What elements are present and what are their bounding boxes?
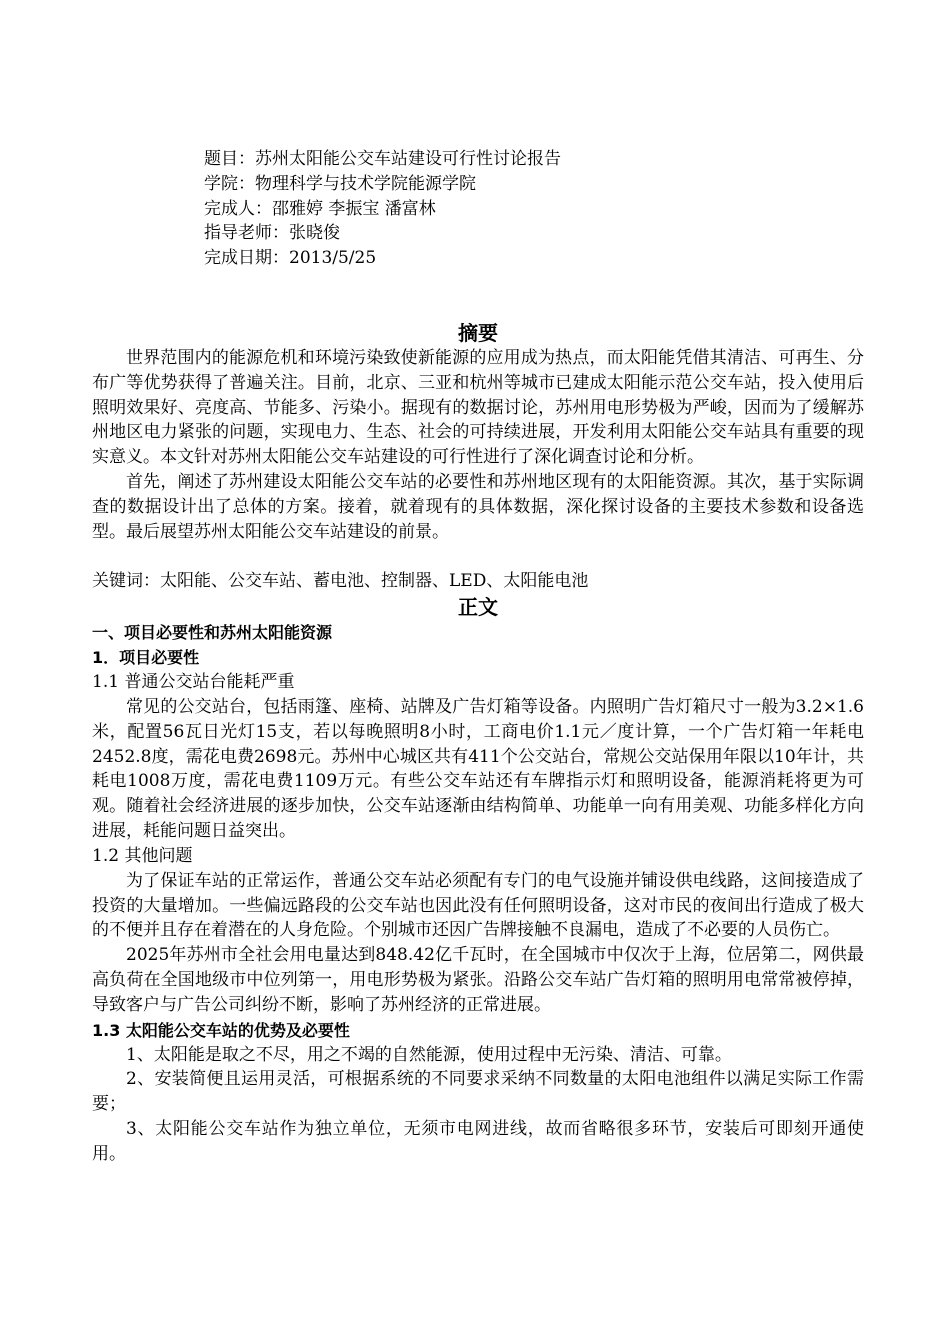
keywords: 关键词：太阳能、公交车站、蓄电池、控制器、LED、太阳能电池 (92, 571, 589, 592)
paragraph-1-2b: 2025年苏州市全社会用电量达到848.42亿千瓦时，在全国城市中仅次于上海，位居第二，网供最高负荷在全国地级市中位列第一，用电形势极为紧张。沿路公交车站广告灯箱的照明用电常常被停掉，导致客户与广告公司纠纷不断，影响了苏州经济的正常进展。 (92, 945, 864, 1015)
subsection-heading-1-2: 1.2 其他问题 (92, 845, 193, 866)
body-title: 正文 (458, 594, 498, 619)
report-info-block (204, 147, 844, 271)
abstract-paragraph-1: 世界范围内的能源危机和环境污染致使新能源的应用成为热点，而太阳能凭借其清洁、可再生、分布广等优势获得了普遍关注。目前，北京、三亚和杭州等城市已建成太阳能示范公交车站，投入使用后照明效果好、亮度高、节能多、污染小。据现有的数据讨论，苏州用电形势极为严峻，因而为了缓解苏州地区电力紧张的问题，实现电力、生态、社会的可持续进展，开发利用太阳能公交车站具有重要的现实意义。本文针对苏州太阳能公交车站建设的可行性进行了深化调查讨论和分析。 (92, 348, 864, 468)
list-item-3: 3、太阳能公交车站作为独立单位，无须市电网进线，故而省略很多环节，安装后可即刻开通使用。 (92, 1118, 864, 1164)
list-item-2: 2、安装简便且运用灵活，可根据系统的不同要求采纳不同数量的太阳电池组件以满足实际工作需要； (92, 1069, 864, 1115)
subsection-heading-1: 1．项目必要性 (92, 647, 200, 667)
subsection-heading-1-3: 1.3 太阳能公交车站的优势及必要性 (92, 1020, 350, 1040)
report-college: 学院：物理科学与技术学院能源学院 (204, 173, 476, 194)
abstract-paragraph-2: 首先，阐述了苏州建设太阳能公交车站的必要性和苏州地区现有的太阳能资源。其次，基于实际调查的数据设计出了总体的方案。接着，就着现有的具体数据，深化探讨设备的主要技术参数和设备选型。最后展望苏州太阳能公交车站建设的前景。 (92, 471, 864, 542)
paragraph-1-2a: 为了保证车站的正常运作，普通公交车站必须配有专门的电气设施并铺设供电线路，这间接造成了投资的大量增加。一些偏远路段的公交车站也因此没有任何照明设备，这对市民的夜间出行造成了极大的不便并且存在着潜在的人身危险。个别城市还因广告牌接触不良漏电，造成了不必要的人员伤亡。 (92, 870, 864, 941)
paragraph-1-1: 常见的公交站台，包括雨篷、座椅、站牌及广告灯箱等设备。内照明广告灯箱尺寸一般为3.2×1.6米，配置56瓦日光灯15支，若以每晚照明8小时，工商电价1.1元／度计算，一个广告灯箱一年耗电2452.8度，需花电费2698元。苏州中心城区共有411个公交站台，常规公交站保用年限以10年计，共耗电1008万度，需花电费1109万元。有些公交车站还有车牌指示灯和照明设备，能源消耗将更为可观。随着社会经济进展的逐步加快，公交车站逐渐由结构简单、功能单一向有用美观、功能多样化方向进展，耗能问题日益突出。 (92, 696, 864, 841)
list-item-1: 1、太阳能是取之不尽，用之不竭的自然能源，使用过程中无污染、清洁、可靠。 (126, 1044, 732, 1065)
report-date: 完成日期：2013/5/25 (204, 248, 377, 269)
spacer (92, 544, 864, 569)
abstract-title: 摘要 (458, 321, 498, 345)
section-heading-1: 一、项目必要性和苏州太阳能资源 (92, 622, 333, 642)
report-authors: 完成人：邵雅婷 李振宝 潘富林 (204, 198, 436, 219)
document-content (92, 320, 864, 1167)
report-advisor: 指导老师：张晓俊 (204, 223, 340, 244)
subsection-heading-1-1: 1.1 普通公交站台能耗严重 (92, 671, 295, 692)
report-topic: 题目：苏州太阳能公交车站建设可行性讨论报告 (204, 149, 561, 169)
